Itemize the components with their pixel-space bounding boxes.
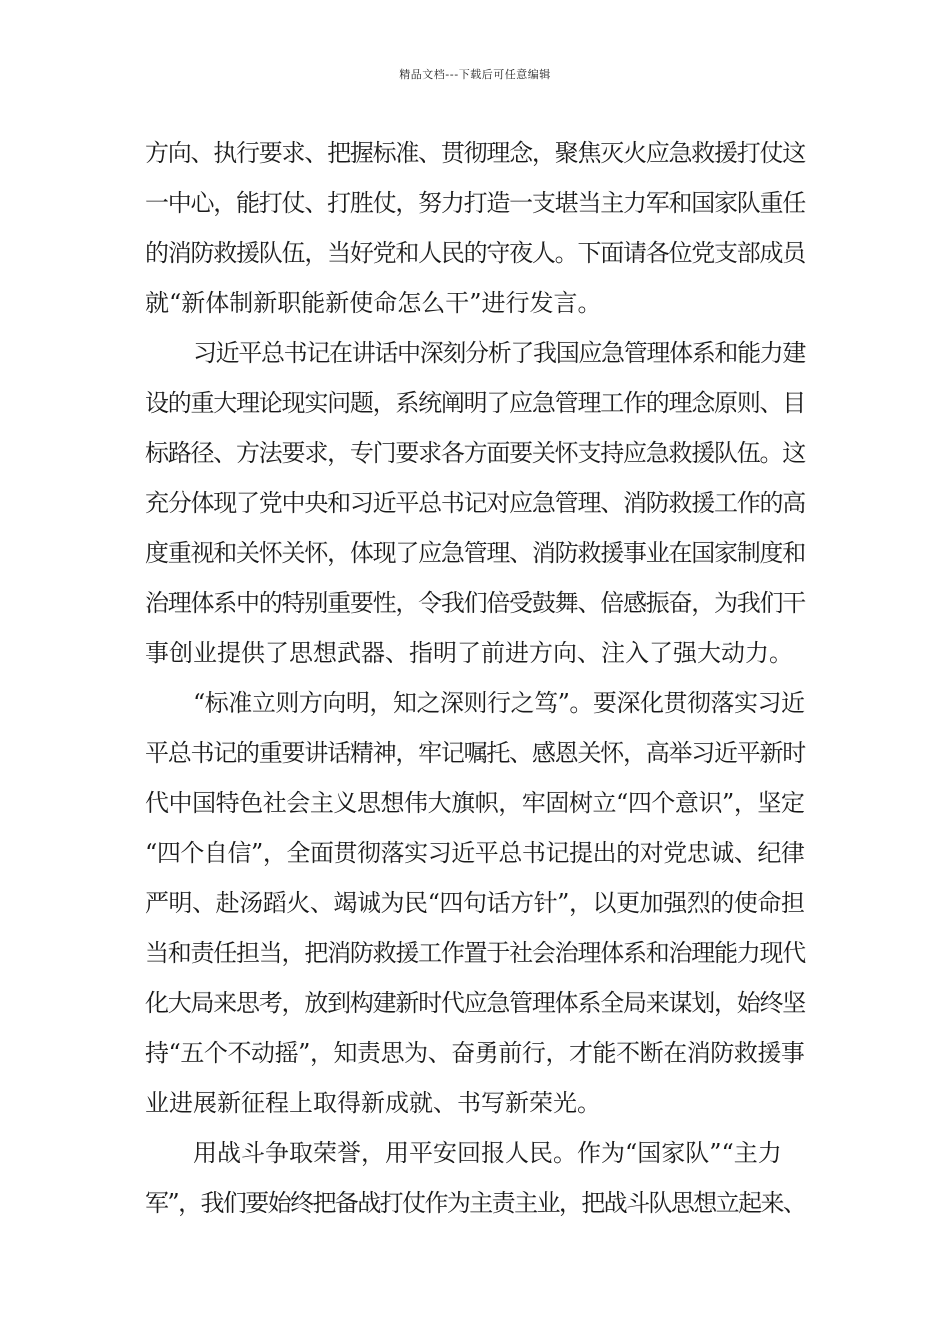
text-line: 设的重大理论现实问题，系统阐明了应急管理工作的理念原则、目 <box>145 389 806 417</box>
text-line: “四个自信”，全面贯彻落实习近平总书记提出的对党忠诚、纪律 <box>145 839 805 867</box>
paragraph-first-line: 用战斗争取荣誉，用平安回报人民。作为“国家队”“主力 <box>193 1139 782 1167</box>
text-line: 充分体现了党中央和习近平总书记对应急管理、消防救援工作的高 <box>145 489 806 517</box>
text-line: 严明、赴汤蹈火、竭诚为民“四句话方针”，以更加强烈的使命担 <box>145 889 805 917</box>
text-line: 代中国特色社会主义思想伟大旗帜，牢固树立“四个意识”，坚定 <box>145 789 805 817</box>
paragraph-first-line: “标准立则方向明，知之深则行之笃”。要深化贯彻落实习近 <box>193 689 805 717</box>
text-line: 业进展新征程上取得新成就、书写新荣光。 <box>145 1089 601 1117</box>
paragraph-first-line: 习近平总书记在讲话中深刻分析了我国应急管理体系和能力建 <box>193 339 806 367</box>
text-line: 持“五个不动摇”，知责思为、奋勇前行，才能不断在消防救援事 <box>145 1039 805 1067</box>
text-line: 平总书记的重要讲话精神，牢记嘱托、感恩关怀，高举习近平新时 <box>145 739 806 767</box>
text-line: 当和责任担当，把消防救援工作置于社会治理体系和治理能力现代 <box>145 939 806 967</box>
text-line: 方向、执行要求、把握标准、贯彻理念，聚焦灭火应急救援打仗这 <box>145 139 806 167</box>
page-header: 精品文档---下载后可任意编辑 <box>399 68 551 81</box>
text-line: 治理体系中的特别重要性，令我们倍受鼓舞、倍感振奋，为我们干 <box>145 589 806 617</box>
text-line: 度重视和关怀关怀，体现了应急管理、消防救援事业在国家制度和 <box>145 539 806 567</box>
text-line: 的消防救援队伍，当好党和人民的守夜人。下面请各位党支部成员 <box>145 239 806 267</box>
text-line: 标路径、方法要求，专门要求各方面要关怀支持应急救援队伍。这 <box>145 439 806 467</box>
text-line: 化大局来思考，放到构建新时代应急管理体系全局来谋划，始终坚 <box>145 989 806 1017</box>
text-line: 就“新体制新职能新使命怎么干”进行发言。 <box>145 289 602 317</box>
text-line: 军”，我们要始终把备战打仗作为主责主业，把战斗队思想立起来、 <box>145 1189 806 1217</box>
text-line: 事创业提供了思想武器、指明了前进方向、注入了强大动力。 <box>145 639 793 667</box>
document-body <box>145 128 805 1228</box>
text-line: 一中心，能打仗、打胜仗，努力打造一支堪当主力军和国家队重任 <box>145 189 806 217</box>
